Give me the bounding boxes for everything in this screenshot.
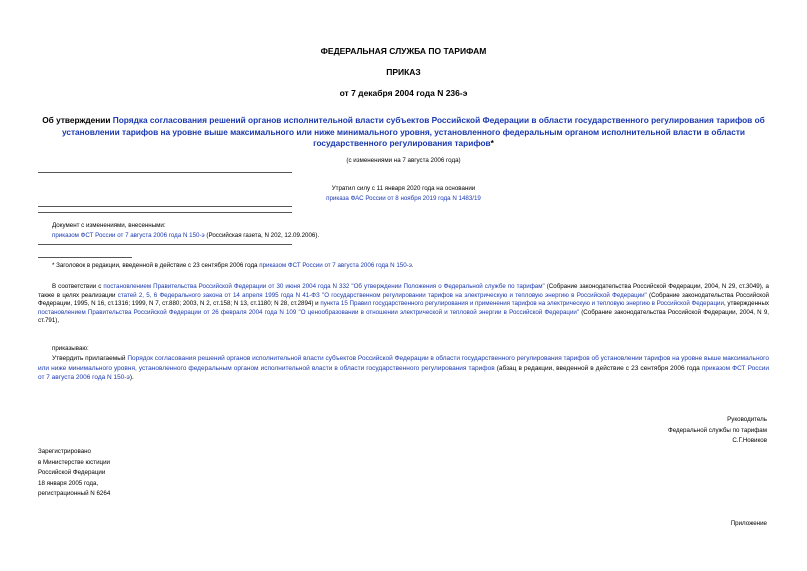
footnote-text: * Заголовок в редакции, введенной в действие с 23 сентября 2006 года: [52, 262, 260, 269]
registration-line-1: Зарегистрировано: [38, 448, 91, 455]
footnote-divider: [38, 257, 132, 258]
signature-position: Руководитель: [727, 416, 767, 423]
changes-link[interactable]: приказом ФСТ России от 7 августа 2006 года N 150-э: [52, 232, 205, 239]
registration-line-3: Российской Федерации: [38, 469, 106, 477]
registration-block: [38, 448, 110, 499]
order-link-fst-150e[interactable]: приказом ФСТ России от 7 августа 2006 года N 150-э: [38, 364, 770, 382]
signature-name: С.Г.Новиков: [732, 437, 767, 445]
order-paragraph: [38, 354, 769, 383]
registration-line-2: в Министерстве юстиции: [38, 458, 111, 466]
order-t3: ).: [129, 374, 134, 382]
divider-4: [38, 244, 292, 245]
preamble-t5: (Собрание законодательства Российской Федерации, 2004, N 9, ст.791),: [38, 308, 769, 325]
signature-block: [668, 416, 767, 446]
doc-type-heading: ПРИКАЗ: [386, 67, 421, 77]
preamble-link-decree-109[interactable]: постановлением Правительства Российской Федерации от 26 февраля 2004 года N 109 "О ценообразовании в отношении электрической и тепловой энергии в Российской Федерации": [38, 308, 580, 316]
footnote: [52, 262, 752, 271]
footnote-end: .: [411, 262, 414, 269]
amendments-note: (с изменениями на 7 августа 2006 года): [346, 157, 461, 164]
preamble-link-decree-332[interactable]: постановлением Правительства Российской Федерации от 30 июня 2004 года N 332 "Об утверждении Положения о Федеральной службе по тарифам": [103, 283, 545, 290]
footnote-link[interactable]: приказом ФСТ России от 7 августа 2006 года N 150-э: [259, 262, 412, 269]
title-suffix: *: [490, 138, 494, 148]
agency-heading: ФЕДЕРАЛЬНАЯ СЛУЖБА ПО ТАРИФАМ: [320, 46, 487, 56]
title-link[interactable]: Порядка согласования решений органов исполнительной власти субъектов Российской Федерации в области государственного регулирования тарифов об установлении тарифов на уровне выше максимального или ниже минимального уровня, установленного федеральным органом исполнительной власти в области государственного регулирования тарифов: [61, 115, 765, 148]
preamble-t2: (Собрание законодательства Российской Федерации, 2004, N 29, ст.3049), а также в целях реализации: [38, 283, 769, 299]
appendix-label: Приложение: [730, 520, 767, 527]
registration-line-5: регистрационный N 6264: [38, 490, 111, 498]
expired-link[interactable]: приказа ФАС России от 8 ноября 2019 года N 1483/19: [326, 195, 481, 202]
order-t2: (абзац в редакции, введенной в действие с 23 сентября 2006 года: [494, 364, 702, 372]
preamble-t4: , утвержденных: [723, 300, 769, 308]
preamble-t1: В соответствии с: [52, 283, 104, 290]
divider-1: [38, 172, 292, 173]
order-link-procedure[interactable]: Порядок согласования решений органов исполнительной власти субъектов Российской Федерации в области государственного регулирования тарифов об установлении тарифов на уровне выше максимального или ниже минимального уровня, установленного федеральным органом исполнительной власти в области государственного регулирования тарифов: [38, 355, 769, 372]
title-prefix: Об утверждении: [42, 115, 113, 125]
preamble-link-law-41fz[interactable]: статей 2, 5, 6 Федерального закона от 14 апреля 1995 года N 41-ФЗ "О государственном регулировании тарифов на электрическую и тепловую энергию в Российской Федерации": [117, 291, 647, 299]
divider-3: [38, 212, 292, 213]
document-title: [40, 115, 767, 150]
preamble-t3: (Собрание законодательства Российской Федерации, 1995, N 16, ст.1316; 1999, N 7, ст.880; 2003, N 2, ст.158; N 13, ст.1180; N 28, ст.2894) и: [38, 291, 769, 308]
order-t1: Утвердить прилагаемый: [52, 355, 128, 362]
changes-label: Документ с изменениями, внесенными:: [52, 222, 166, 229]
signature-agency: Федеральной службы по тарифам: [668, 426, 767, 434]
preamble-paragraph: [38, 283, 769, 326]
preamble-link-rules-p15[interactable]: пункта 15 Правил государственного регулирования и применения тарифов на электрическую и тепловую энергию в Российской Федерации: [320, 300, 724, 308]
order-word: приказываю:: [52, 345, 89, 352]
changes-suffix: (Российская газета, N 202, 12.09.2006).: [204, 232, 320, 239]
date-number-heading: от 7 декабря 2004 года N 236-э: [339, 88, 468, 98]
divider-2: [38, 206, 292, 207]
expired-note: Утратил силу с 11 января 2020 года на основании: [331, 185, 476, 192]
changes-ref: [52, 232, 452, 241]
registration-line-4: 18 января 2005 года,: [38, 479, 99, 487]
